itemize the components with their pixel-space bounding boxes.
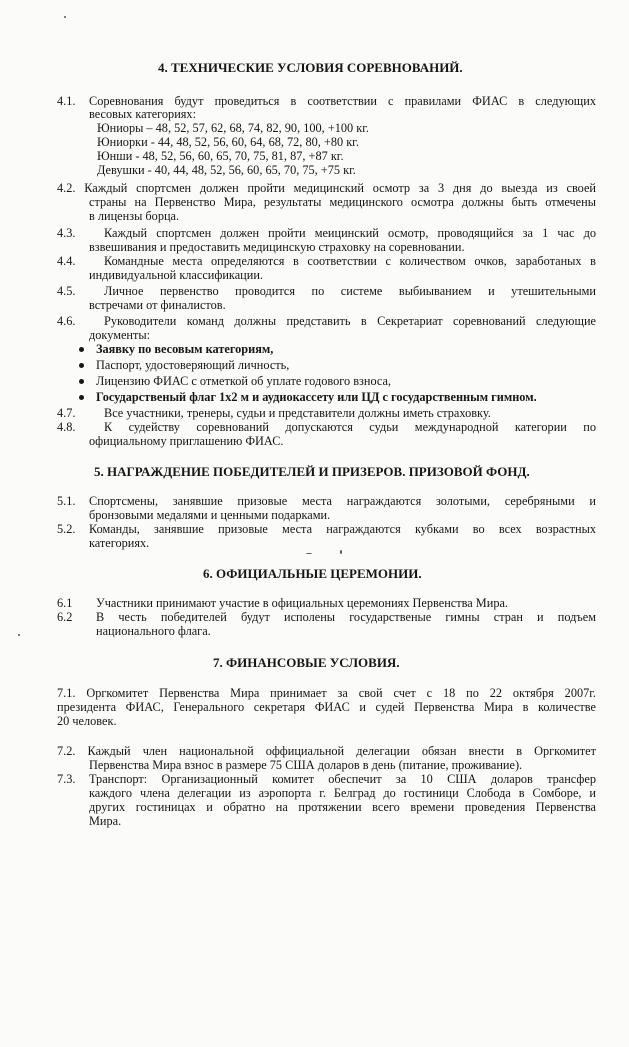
paragraph-line: В честь победителей будут исполены государственые гимны стран и подъем [96,610,596,624]
section-7-heading: 7. ФИНАНСОВЫЕ УСЛОВИЯ. [213,655,400,670]
bullet-item: Государственый флаг 1х2 м и аудиокассету или ЦД с государственным гимном. [96,390,537,404]
paragraph-line: бронзовыми медалями и ценными подарками. [89,508,331,522]
item-number: 4.6. [57,314,76,328]
item-number: 4.8. [57,420,76,434]
item-number: 4.3. [57,226,76,240]
item-number: 4.1. [57,94,76,108]
paragraph-line: страны на Первенство Мира, результаты медицинского осмотра должны быть отмечены [89,195,596,209]
weight-category-line: Юнши - 48, 52, 56, 60, 65, 70, 75, 81, 87, +87 кг. [97,149,344,163]
item-number: 6.1 [57,596,73,610]
item-number: 4.5. [57,284,76,298]
bullet-icon [79,347,84,352]
paragraph-line: 20 человек. [57,714,117,728]
paragraph-line: 4.2. Каждый спортсмен должен пройти медицинский осмотр за 3 дня до выезда из своей [57,181,596,195]
paragraph-line: документы: [89,328,151,342]
paragraph-line: взвешивания и предоставить медицинскую страховку на соревновании. [89,240,465,254]
item-number: 5.1. [57,494,76,508]
item-number: 6.2 [57,610,73,624]
scan-speck [64,16,66,18]
paragraph-line: Транспорт: Организационный комитет обеспечит за 10 США доларов трансфер [89,772,596,786]
item-number: 4.7. [57,406,76,420]
section-6-heading: 6. ОФИЦИАЛЬНЫЕ ЦЕРЕМОНИИ. [203,566,422,581]
paragraph-line: Участники принимают участие в официальных церемониях Первенства Мира. [96,596,508,610]
paragraph-line: других гостиницах и обратно на протяжении всего времени проведения Первенства [89,800,596,814]
weight-category-line: Юниорки - 44, 48, 52, 56, 60, 64, 68, 72, 80, +80 кг. [97,135,359,149]
paragraph-line: Руководители команд должны представить в Секретариат соревнований следующие [104,314,596,328]
bullet-item: Заявку по весовым категориям, [96,342,274,356]
scan-speck [340,550,342,554]
scan-speck [306,553,312,554]
bullet-icon [79,379,84,384]
paragraph-line: Личное первенство проводится по системе выбиыванием и утешительными [104,284,596,298]
paragraph-line: 7.1. Оргкомитет Первенства Мира принимает за свой счет с 18 по 22 октября 2007г. [57,686,596,700]
paragraph-line: 7.2. Каждый член национальной оффициальной делегации обязан внести в Оргкомитет [57,744,596,758]
paragraph-line: Соревнования будут проведиться в соответствии с правилами ФИАС в следующих [89,94,596,108]
paragraph-line: категориях. [89,536,150,550]
bullet-icon [79,395,84,400]
paragraph-line: Команды, занявшие призовые места награждаются кубками во всех возрастных [89,522,596,536]
weight-category-line: Девушки - 40, 44, 48, 52, 56, 60, 65, 70, 75, +75 кг. [97,163,356,177]
paragraph-line: Спортсмены, занявшие призовые места награждаются золотыми, серебряными и [89,494,596,508]
paragraph-line: Каждый спортсмен должен пройти меицинский осмотр, проводящийся за 1 час до [104,226,596,240]
paragraph-line: каждого члена делегации из аэропорта г. Белград до гостиници Слобода в Сомборе, и [89,786,596,800]
item-number: 5.2. [57,522,76,536]
paragraph-line: Мира. [89,814,122,828]
bullet-item: Паспорт, удостоверяющий личность, [96,358,290,372]
item-number: 4.4. [57,254,76,268]
paragraph-line: национального флага. [96,624,211,638]
section-5-heading: 5. НАГРАЖДЕНИЕ ПОБЕДИТЕЛЕЙ И ПРИЗЕРОВ. ПРИЗОВОЙ ФОНД. [94,464,530,479]
paragraph-line: К судейству соревнований допускаются судьи международной категории по [104,420,596,434]
paragraph-line: Первенства Мира взнос в размере 75 США доларов в день (питание, проживание). [89,758,523,772]
weight-category-line: Юниоры – 48, 52, 57, 62, 68, 74, 82, 90, 100, +100 кг. [97,121,369,135]
paragraph-line: в лицензы борца. [89,209,180,223]
paragraph-line: Командные места определяются в соответствии с количеством очков, заработаных в [104,254,596,268]
paragraph-line: президента ФИАС, Генерального секретаря ФИАС и судей Первенства Мира в количестве [57,700,596,714]
scan-speck [18,634,20,636]
bullet-item: Лицензию ФИАС с отметкой об уплате годового взноса, [96,374,392,388]
paragraph-line: официальному приглашению ФИАС. [89,434,284,448]
paragraph-line: индивидуальной классификации. [89,268,263,282]
paragraph-line: весовых категориях: [89,107,196,121]
paragraph-line: Все участники, тренеры, судьи и представители должны иметь страховку. [104,406,491,420]
item-number: 7.3. [57,772,76,786]
bullet-icon [79,363,84,368]
section-4-heading: 4. ТЕХНИЧЕСКИЕ УСЛОВИЯ СОРЕВНОВАНИЙ. [158,60,463,75]
paragraph-line: встречами от финалистов. [89,298,226,312]
